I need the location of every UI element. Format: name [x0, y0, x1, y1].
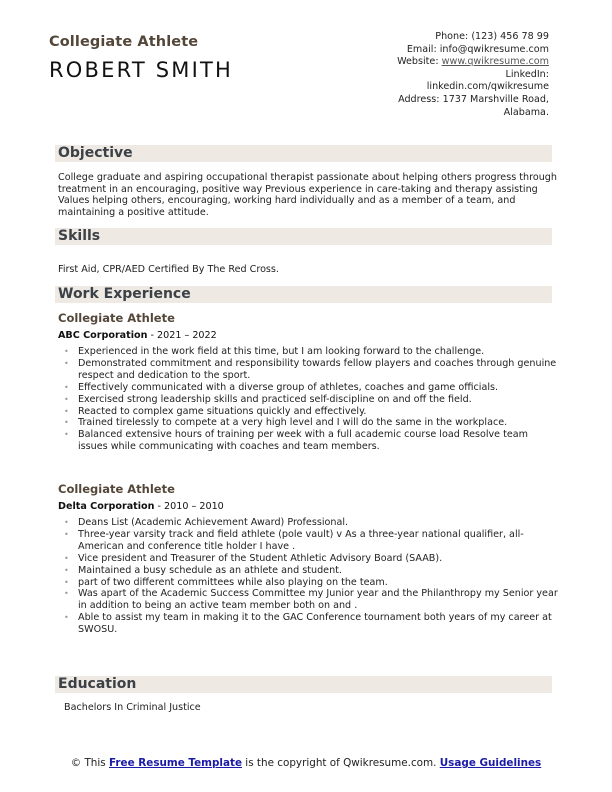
free-resume-template-link[interactable]: Free Resume Template	[109, 757, 242, 769]
list-item: • Vice president and Treasurer of the Student Athletic Advisory Board (SAAB).	[58, 553, 558, 565]
footer-prefix: © This	[70, 757, 109, 769]
list-item: • Experienced in the work field at this time, but I am looking forward to the challenge.	[58, 346, 558, 358]
contact-phone	[329, 31, 549, 44]
contact-email	[329, 44, 549, 57]
list-item: • Demonstrated commitment and responsibility towards fellow players and coaches through genuine respect and dedication to the sport.	[58, 358, 558, 382]
education-text: Bachelors In Criminal Justice	[64, 702, 201, 713]
list-item: • Deans List (Academic Achievement Award) Professional.	[58, 517, 558, 529]
website-label: Website:	[397, 56, 439, 68]
address-label: Address:	[398, 93, 440, 105]
company-name: ABC Corporation	[58, 330, 148, 341]
list-item: • Reacted to complex game situations quickly and effectively.	[58, 406, 558, 418]
list-item: • Was apart of the Academic Success Committee my Junior year and the Philanthropy my Senior year in addition to being an active team member both on and .	[58, 588, 558, 612]
header-job-title: Collegiate Athlete	[49, 34, 199, 50]
objective-text: College graduate and aspiring occupational therapist passionate about helping others progress through treatment in an encouraging, positive way Previous experience in care-taking and therapy assisting Values helping others, encouraging, working hard individually and as a member of a team, and maintaining a positive attitude.	[58, 172, 557, 219]
phone-label: Phone:	[435, 31, 469, 42]
website-link[interactable]: www.qwikresume.com	[441, 56, 549, 68]
skills-section-bar	[55, 228, 552, 245]
contact-linkedin-label: LinkedIn:	[505, 68, 549, 80]
list-item: • Exercised strong leadership skills and practiced self-discipline on and off the field.	[58, 394, 558, 406]
copyright-footer	[60, 757, 552, 770]
phone-value: (123) 456 78 99	[471, 31, 549, 42]
footer-middle: is the copyright of Qwikresume.com.	[242, 757, 440, 769]
company-name: Delta Corporation	[58, 501, 155, 512]
list-item: • Three-year varsity track and field athlete (pole vault) v As a three-year national qualifier, all-American and conference title holder I have .	[58, 529, 558, 553]
work-experience-heading: Work Experience	[58, 286, 191, 302]
job-dates: - 2010 – 2010	[154, 501, 224, 512]
contact-address-line2: Alabama.	[503, 106, 549, 118]
skills-heading: Skills	[58, 228, 101, 244]
list-item: • part of two different committees while also playing on the team.	[58, 577, 558, 589]
company-line	[58, 501, 224, 512]
email-value: info@qwikresume.com	[439, 43, 549, 55]
contact-address	[329, 94, 549, 107]
usage-guidelines-link[interactable]: Usage Guidelines	[439, 757, 542, 769]
job-title: Collegiate Athlete	[58, 482, 175, 496]
job-title: Collegiate Athlete	[58, 311, 175, 325]
list-item: • Trained tirelessly to compete at a very high level and I will do the same in the workplace.	[58, 417, 558, 429]
candidate-name: ROBERT SMITH	[49, 58, 234, 82]
address-line1: 1737 Marshville Road,	[442, 93, 549, 105]
skills-text: First Aid, CPR/AED Certified By The Red Cross.	[58, 264, 279, 275]
job-bullets	[58, 346, 558, 453]
contact-linkedin-value: linkedin.com/qwikresume	[426, 81, 549, 93]
resume-header	[49, 34, 233, 82]
contact-website	[329, 56, 549, 69]
list-item: • Balanced extensive hours of training per week with a full academic course load Resolve team issues while communicating with coaches and team members.	[58, 429, 558, 453]
contact-block	[329, 31, 549, 119]
objective-heading: Objective	[58, 145, 133, 161]
email-label: Email:	[406, 43, 437, 55]
job-dates: - 2021 – 2022	[147, 330, 217, 341]
list-item: • Effectively communicated with a diverse group of athletes, coaches and game officials.	[58, 382, 558, 394]
list-item: • Maintained a busy schedule as an athlete and student.	[58, 565, 558, 577]
education-heading: Education	[58, 676, 137, 692]
company-line	[58, 330, 217, 341]
list-item: • Able to assist my team in making it to the GAC Conference tournament both years of my career at SWOSU.	[58, 612, 558, 636]
job-bullets	[58, 517, 558, 636]
